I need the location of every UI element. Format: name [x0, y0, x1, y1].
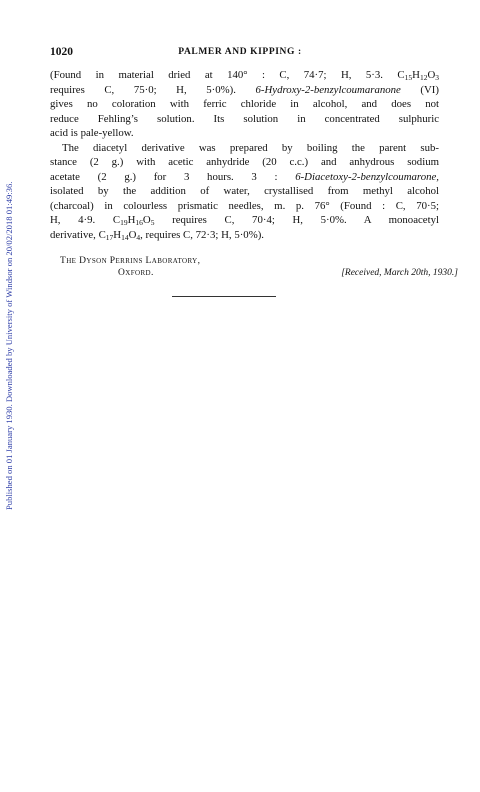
body-line: gives no coloration with ferric chloride in alcohol, and does not [50, 98, 439, 110]
body-line: (Found in material dried at 140° : C, 74·7; H, 5·3. $C_{15}H_{12}O_3$ [50, 69, 439, 82]
download-watermark-text: Published on 01 January 1930. Downloaded by University of Windsor on 20/02/2018 01:49:36. [4, 181, 14, 510]
body-line: stance (2 g.) with acetic anhydride (20 c.c.) and anhydrous sodium [50, 156, 439, 168]
download-watermark [2, 70, 16, 510]
body-line: derivative, $C_{17}H_{14}O_4$, requires C, 72·3; H, 5·0%). [50, 228, 264, 242]
end-rule [172, 296, 276, 297]
page-number: 1020 [50, 46, 73, 58]
affiliation-city: Oxford. [118, 268, 154, 278]
affiliation-lab: The Dyson Perrins Laboratory, [60, 256, 201, 266]
body-line: isolated by the addition of water, crystallised from methyl alcohol [50, 185, 439, 197]
compound-name: 6-Hydroxy-2-benzylcoumaranone [255, 83, 401, 96]
page-header [50, 46, 430, 62]
body-line: acetate (2 g.) for 3 hours. 3 : 6-Diacetoxy-2-benzylcoumarone, [50, 170, 439, 183]
article-body [50, 68, 439, 242]
compound-name: 6-Diacetoxy-2-benzylcoumarone, [295, 170, 439, 183]
body-line: requires C, 75·0; H, 5·0%). 6-Hydroxy-2-benzylcoumaranone (VI) [50, 83, 439, 96]
body-line: (charcoal) in colourless prismatic needles, m. p. 76° (Found : C, 70·5; [50, 199, 439, 212]
running-head: PALMER AND KIPPING : [178, 47, 302, 57]
body-line: acid is pale-yellow. [50, 127, 134, 139]
received-date: [Received, March 20th, 1930.] [341, 268, 458, 278]
body-line: H, 4·9. $C_{19}H_{16}O_5$ requires C, 70·4; H, 5·0%. A monoacetyl [50, 214, 439, 227]
body-line: The diacetyl derivative was prepared by boiling the parent sub- [62, 141, 439, 154]
body-line: reduce Fehling’s solution. Its solution in concentrated sulphuric [50, 112, 439, 125]
